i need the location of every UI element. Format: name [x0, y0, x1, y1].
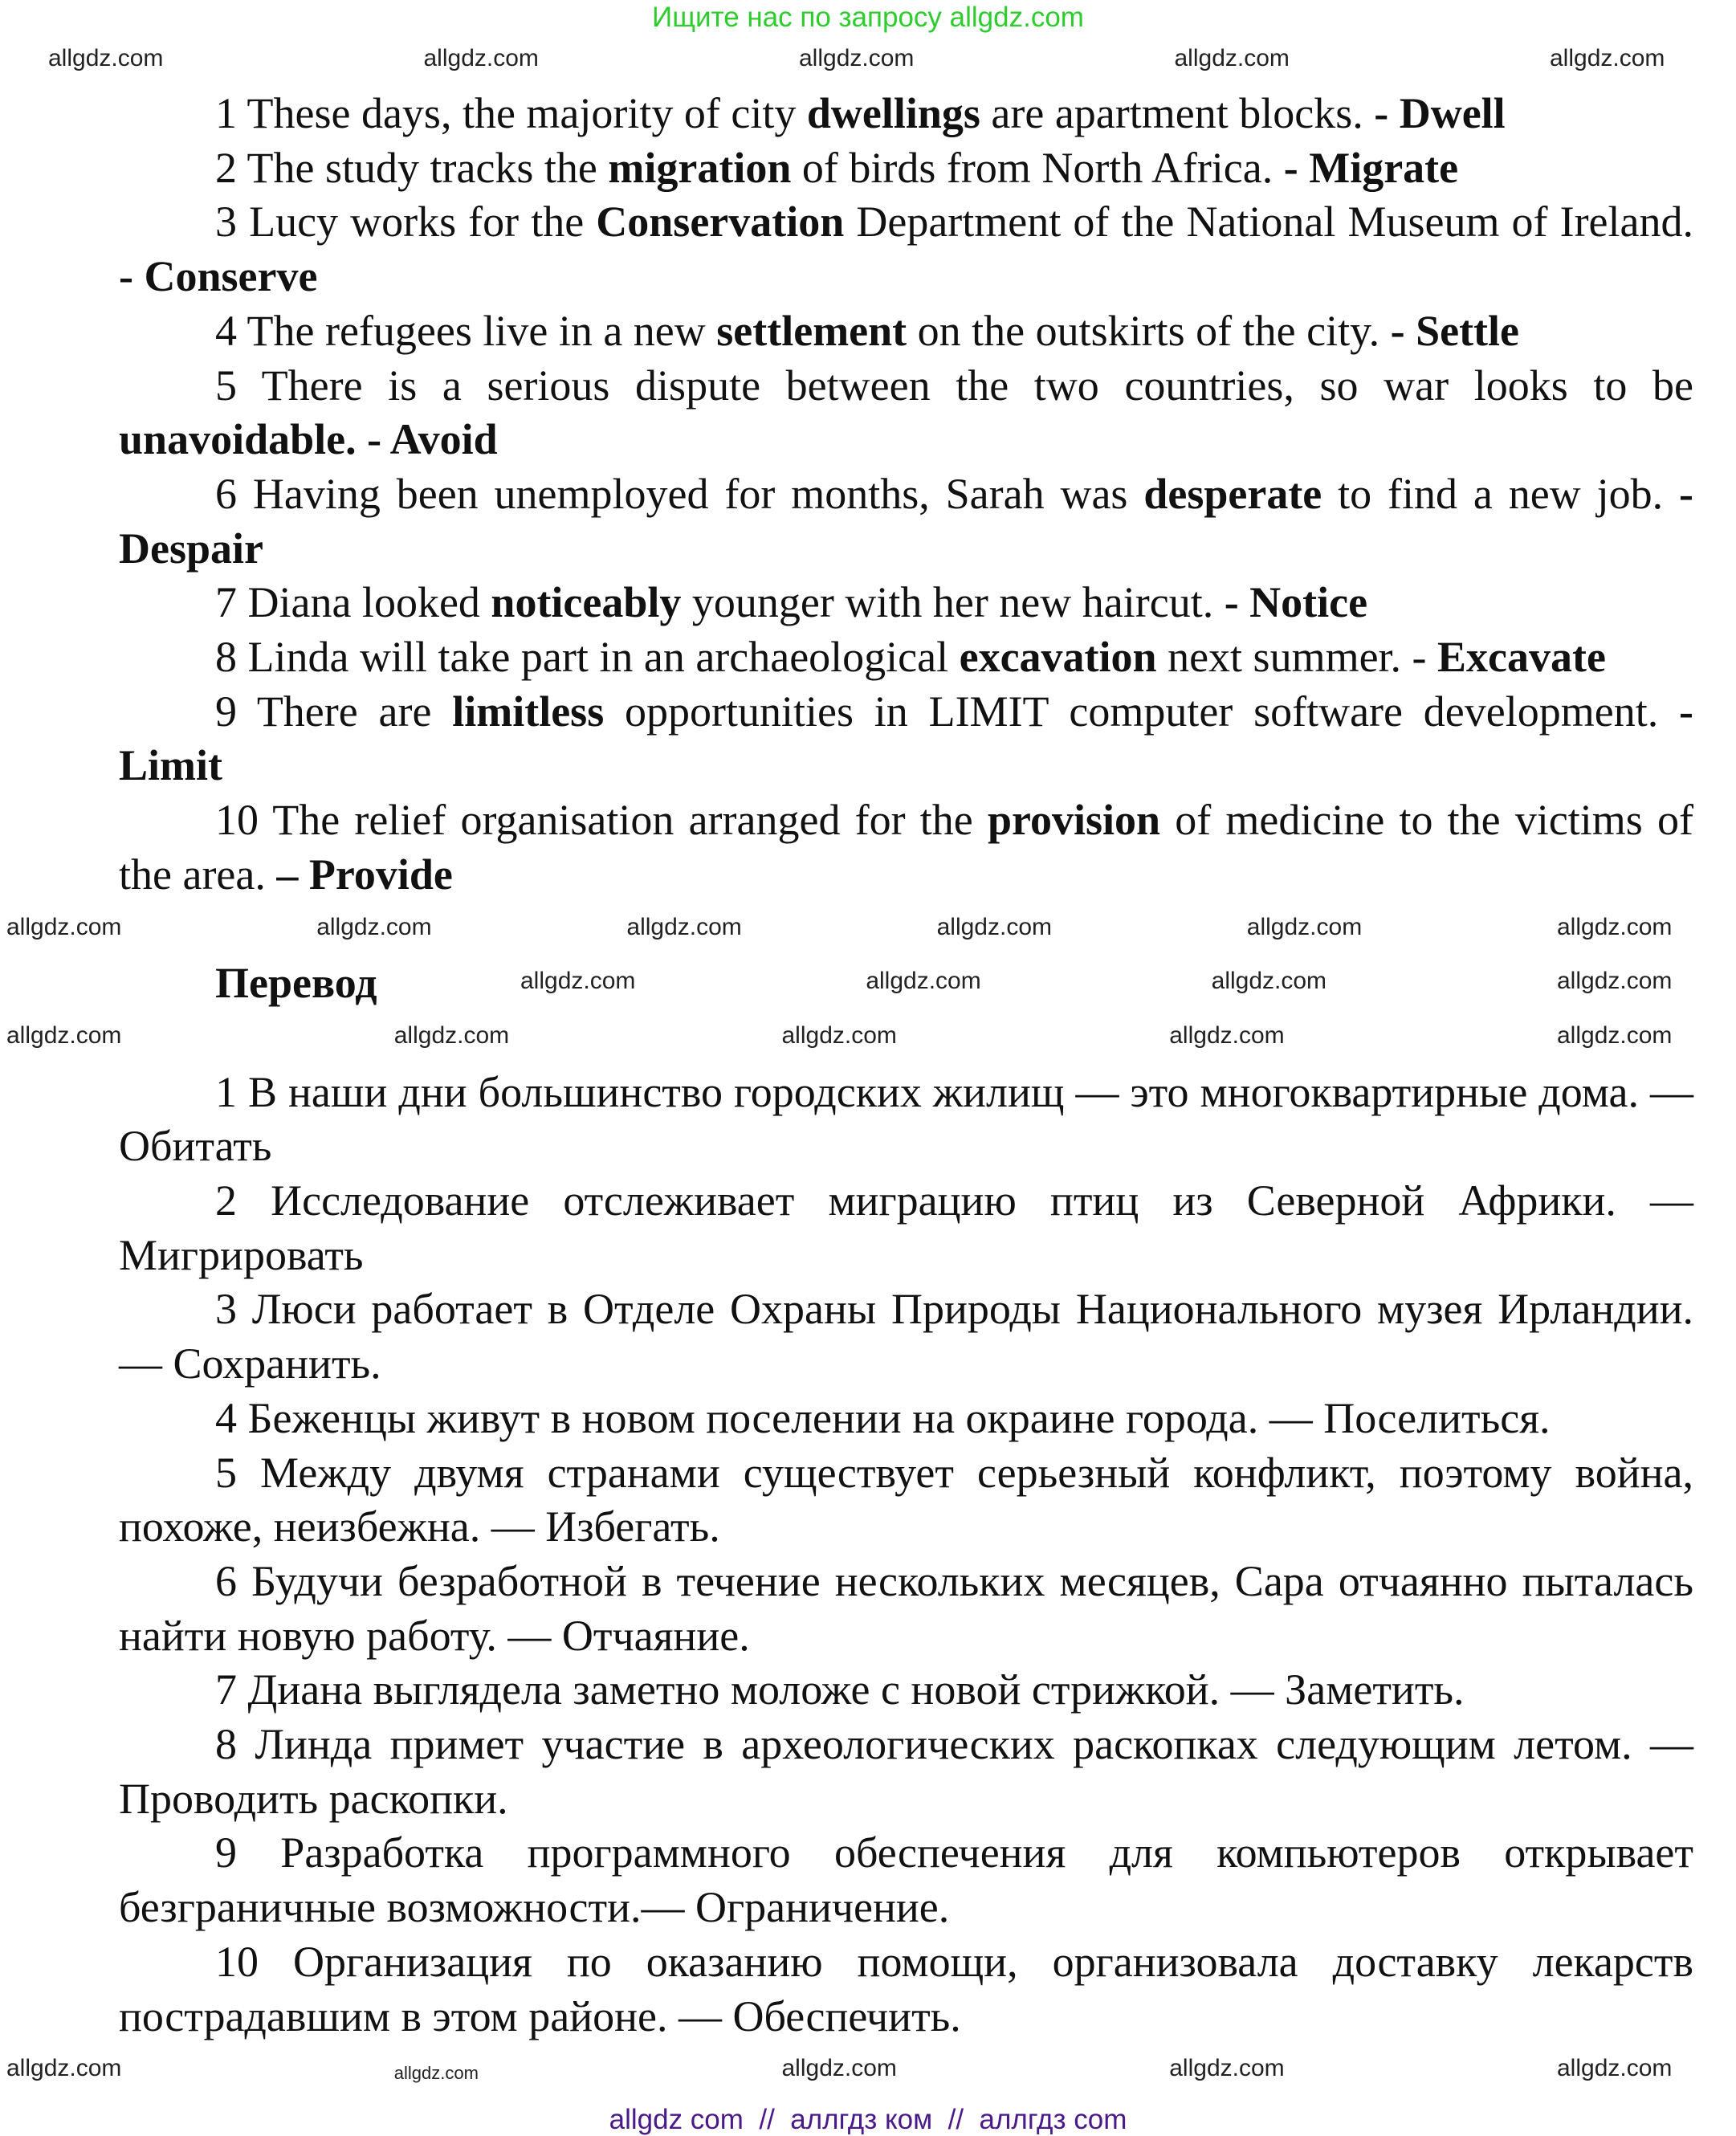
- item-text: opportunities in LIMIT computer software development.: [604, 687, 1679, 736]
- item-text: on the outskirts of the city.: [907, 306, 1391, 355]
- item-text: 8 Linda will take part in an archaeological: [215, 633, 960, 682]
- root-word: - Limit: [119, 687, 1693, 790]
- answer-item: [119, 359, 1693, 467]
- root-word: Excavate: [1437, 633, 1606, 682]
- target-word: migration: [608, 143, 792, 192]
- target-word: dwellings: [806, 89, 980, 137]
- item-text: 7 Diana looked: [215, 578, 491, 627]
- translation-item: 10 Организация по оказанию помощи, организовала доставку лекарств пострадавшим в этом районе. — Обеспечить.: [119, 1937, 1693, 2040]
- watermark-row: [6, 903, 1693, 957]
- watermark-text: allgdz.com: [1550, 45, 1665, 71]
- watermark-row: [6, 2044, 1693, 2098]
- answer-item: [119, 630, 1693, 685]
- answer-item: [119, 576, 1693, 630]
- item-text: 10 The relief organisation arranged for the: [215, 796, 988, 845]
- item-text: next summer. -: [1156, 633, 1438, 682]
- target-word: desperate: [1143, 469, 1322, 518]
- translation-item: 9 Разработка программного обеспечения для компьютеров открывает безграничные возможности.— Ограничение.: [119, 1828, 1693, 1932]
- footer-link[interactable]: allgdz com // аллгдз ком // аллгдз com: [609, 2104, 1127, 2135]
- root-word: - Despair: [119, 469, 1693, 573]
- watermark-text: allgdz.com: [1557, 1021, 1673, 1049]
- watermark-text: allgdz.com: [1557, 968, 1673, 995]
- russian-translation: [119, 1066, 1693, 2044]
- target-word: Conservation: [596, 198, 845, 247]
- watermark-text: allgdz.com: [1246, 913, 1363, 940]
- item-text: to find a new job.: [1322, 469, 1680, 518]
- watermark-row: [0, 42, 1736, 80]
- target-word: unavoidable.: [119, 415, 357, 464]
- watermark-row: [6, 1011, 1693, 1066]
- watermark-text: allgdz.com: [866, 968, 981, 995]
- target-word: settlement: [716, 306, 907, 355]
- item-text: 5 There is a serious dispute between the two countries, so war looks to be: [215, 361, 1693, 410]
- item-text: younger with her new haircut.: [681, 578, 1225, 627]
- root-word: - Dwell: [1374, 89, 1506, 137]
- watermark-text: allgdz.com: [1557, 2055, 1673, 2082]
- item-text: [357, 415, 368, 463]
- answer-item: [119, 195, 1693, 304]
- watermark-text: allgdz.com: [6, 913, 122, 940]
- watermark-text: allgdz.com: [1211, 968, 1327, 995]
- watermark-text: allgdz.com: [393, 1021, 510, 1049]
- item-text: Department of the National Museum of Ireland.: [844, 198, 1693, 247]
- item-text: 3 Lucy works for the: [215, 198, 597, 247]
- root-word: – Provide: [276, 850, 453, 899]
- exercise-content: [6, 87, 1693, 2098]
- watermark-text: allgdz.com: [1169, 1021, 1285, 1049]
- translation-heading: Перевод: [215, 959, 377, 1008]
- root-word: - Migrate: [1283, 143, 1459, 192]
- translation-item: 8 Линда примет участие в археологических раскопках следующим летом. — Проводить раскопки.: [119, 1720, 1693, 1823]
- root-word: - Conserve: [119, 252, 318, 301]
- root-word: - Settle: [1390, 306, 1520, 355]
- root-word: - Notice: [1224, 578, 1368, 627]
- target-word: excavation: [959, 633, 1157, 682]
- answer-item: [119, 87, 1693, 141]
- watermark-text: allgdz.com: [1174, 45, 1290, 71]
- watermark-text: allgdz.com: [393, 2063, 479, 2084]
- site-banner-link[interactable]: Ищите нас по запросу allgdz.com: [652, 2, 1084, 33]
- item-text: 4 The refugees live in a new: [215, 306, 717, 355]
- translation-item: 6 Будучи безработной в течение нескольких месяцев, Сара отчаянно пыталась найти новую работу. — Отчаяние.: [119, 1556, 1693, 1660]
- translation-item: 3 Люси работает в Отделе Охраны Природы Национального музея Ирландии. — Сохранить.: [119, 1285, 1693, 1388]
- item-text: 9 There are: [215, 687, 453, 736]
- answer-item: [119, 304, 1693, 359]
- answer-item: [119, 141, 1693, 196]
- translation-heading-line: [119, 956, 1693, 1011]
- watermark-text: allgdz.com: [626, 913, 742, 940]
- watermark-text: allgdz.com: [6, 2055, 122, 2082]
- item-text: of medicine to the victims of the area.: [119, 796, 1693, 899]
- item-text: of birds from North Africa.: [791, 143, 1284, 192]
- root-word: - Avoid: [367, 415, 498, 464]
- answer-item: [119, 793, 1693, 902]
- target-word: provision: [987, 796, 1161, 845]
- answer-item: [119, 467, 1693, 576]
- translation-item: 2 Исследование отслеживает миграцию птиц из Северной Африки. — Мигрировать: [119, 1176, 1693, 1279]
- watermark-text: allgdz.com: [1557, 913, 1673, 940]
- item-text: 6 Having been unemployed for months, Sarah was: [215, 469, 1144, 518]
- answer-item: [119, 685, 1693, 793]
- watermark-text: allgdz.com: [936, 913, 1052, 940]
- target-word: noticeably: [491, 578, 682, 627]
- watermark-text: allgdz.com: [781, 1021, 897, 1049]
- watermark-text: allgdz.com: [520, 968, 636, 995]
- item-text: 1 These days, the majority of city: [215, 89, 807, 137]
- translation-item: 5 Между двумя странами существует серьезный конфликт, поэтому война, похоже, неизбежна. — Избегать.: [119, 1448, 1693, 1551]
- watermark-text: allgdz.com: [423, 45, 539, 71]
- translation-item: 1 В наши дни большинство городских жилищ — это многоквартирные дома. — Обитать: [119, 1067, 1693, 1171]
- english-answers: [119, 87, 1693, 903]
- item-text: 2 The study tracks the: [215, 143, 609, 192]
- target-word: limitless: [452, 687, 605, 736]
- translation-item: 7 Диана выглядела заметно моложе с новой стрижкой. — Заметить.: [215, 1665, 1465, 1714]
- watermark-text: allgdz.com: [799, 45, 915, 71]
- watermark-text: allgdz.com: [48, 45, 164, 71]
- watermark-text: allgdz.com: [781, 2055, 897, 2082]
- translation-item: 4 Беженцы живут в новом поселении на окраине города. — Поселиться.: [215, 1393, 1551, 1442]
- item-text: are apartment blocks.: [980, 89, 1375, 137]
- watermark-text: allgdz.com: [1169, 2055, 1285, 2082]
- watermark-text: allgdz.com: [316, 913, 432, 940]
- watermark-text: allgdz.com: [6, 1021, 122, 1049]
